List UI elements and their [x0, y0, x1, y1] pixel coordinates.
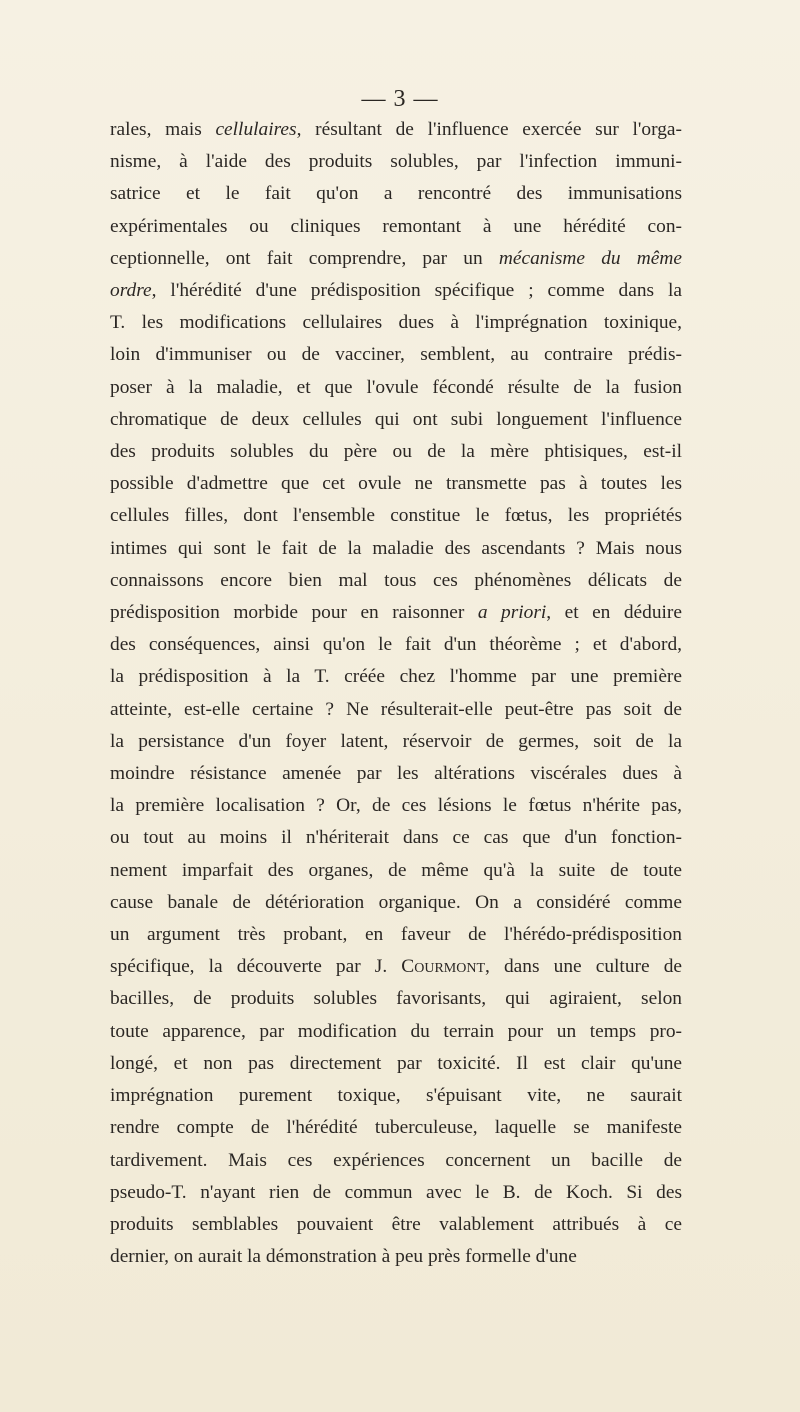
text-line: [110, 404, 682, 436]
text-run: des conséquences, ainsi qu'on le fait d'un théorème ; et d'abord,: [110, 634, 682, 656]
text-run: rales, mais: [110, 119, 216, 140]
text-line: [110, 1241, 682, 1273]
text-run: imprégnation purement toxique, s'épuisant vite, ne saurait: [110, 1085, 682, 1107]
text-run: spécifique, la découverte par J.: [110, 956, 402, 978]
text-line: [110, 983, 682, 1015]
text-line: [110, 1016, 682, 1048]
text-run: chromatique de deux cellules qui ont subi longuement l'influence: [110, 408, 682, 430]
text-run: , dans une culture de: [485, 956, 682, 978]
text-run: expérimentales ou cliniques remontant à une hérédité con-: [110, 215, 682, 237]
text-line: [110, 726, 682, 758]
text-run: possible d'admettre que cet ovule ne transmette pas à toutes les: [110, 473, 682, 495]
italic-text: cellulaires: [215, 119, 297, 140]
text-line: [110, 436, 682, 468]
text-run: pseudo-T. n'ayant rien de commun avec le B. de Koch. Si des: [110, 1181, 682, 1203]
text-run: ou tout au moins il n'hériterait dans ce cas que d'un fonction-: [110, 827, 682, 849]
text-run: cellules filles, dont l'ensemble constitue le fœtus, les propriétés: [110, 505, 682, 527]
text-line: [110, 855, 682, 887]
text-run: rendre compte de l'hérédité tuberculeuse, laquelle se manifeste: [110, 1117, 682, 1139]
text-line: [110, 661, 682, 693]
text-run: , résultant de l'influence exercée sur l'orga-: [296, 119, 682, 140]
text-line: [110, 758, 682, 790]
text-run: nement imparfait des organes, de même qu'à la suite de toute: [110, 859, 682, 881]
text-line: [110, 178, 682, 210]
text-line: [110, 372, 682, 404]
text-run: atteinte, est-elle certaine ? Ne résulterait-elle peut-être pas soit de: [110, 698, 682, 720]
author-name: Courmont: [401, 956, 486, 978]
text-run: poser à la maladie, et que l'ovule fécondé résulte de la fusion: [110, 376, 682, 398]
text-line: [110, 1048, 682, 1080]
text-line: [110, 597, 682, 629]
text-line: [110, 307, 682, 339]
text-run: dernier, on aurait la démonstration à peu près formelle d'une: [110, 1246, 577, 1268]
text-run: nisme, à l'aide des produits solubles, par l'infection immuni-: [110, 151, 682, 173]
text-line: [110, 533, 682, 565]
text-run: des produits solubles du père ou de la mère phtisiques, est-il: [110, 441, 682, 463]
text-line: [110, 339, 682, 371]
text-run: cause banale de détérioration organique. On a considéré comme: [110, 891, 682, 913]
italic-text: a priori: [477, 602, 547, 624]
text-line: [110, 243, 682, 275]
text-line: [110, 1080, 682, 1112]
text-line: [110, 790, 682, 822]
text-line: [110, 694, 682, 726]
text-line: [110, 951, 682, 983]
text-line: [110, 1145, 682, 1177]
text-run: un argument très probant, en faveur de l'hérédo-prédisposition: [110, 924, 682, 946]
page-number: — 3 —: [361, 86, 439, 112]
text-line: [110, 500, 682, 532]
text-run: prédisposition morbide pour en raisonner: [110, 602, 478, 624]
text-run: loin d'immuniser ou de vacciner, semblent, au contraire prédis-: [110, 344, 682, 366]
text-run: la première localisation ? Or, de ces lésions le fœtus n'hérite pas,: [110, 795, 682, 817]
text-line: [110, 146, 682, 178]
text-run: la persistance d'un foyer latent, réservoir de germes, soit de la: [110, 730, 682, 752]
text-line: [110, 1209, 682, 1241]
text-run: connaissons encore bien mal tous ces phénomènes délicats de: [110, 569, 682, 591]
text-line: [110, 211, 682, 243]
text-line: [110, 919, 682, 951]
text-run: ceptionnelle, ont fait comprendre, par un: [110, 247, 499, 269]
text-line: [110, 275, 682, 307]
text-run: toute apparence, par modification du terrain pour un temps pro-: [110, 1020, 682, 1042]
text-run: intimes qui sont le fait de la maladie des ascendants ? Mais nous: [110, 537, 682, 559]
text-run: bacilles, de produits solubles favorisants, qui agiraient, selon: [110, 988, 682, 1010]
text-run: satrice et le fait qu'on a rencontré des immunisations: [110, 183, 682, 205]
text-line: [110, 1112, 682, 1144]
text-run: , l'hérédité d'une prédisposition spécifique ; comme dans la: [151, 280, 682, 302]
text-line: [110, 822, 682, 854]
text-run: produits semblables pouvaient être valablement attribués à ce: [110, 1213, 682, 1235]
text-line: [110, 629, 682, 661]
text-line: [110, 565, 682, 597]
text-run: moindre résistance amenée par les altérations viscérales dues à: [110, 763, 682, 785]
body-text: [110, 114, 682, 1273]
text-line: [110, 468, 682, 500]
text-line: [110, 1177, 682, 1209]
text-run: la prédisposition à la T. créée chez l'homme par une première: [110, 666, 682, 688]
text-run: tardivement. Mais ces expériences concernent un bacille de: [110, 1149, 682, 1171]
text-run: longé, et non pas directement par toxicité. Il est clair qu'une: [110, 1052, 682, 1074]
text-run: T. les modifications cellulaires dues à l'imprégnation toxinique,: [110, 312, 682, 334]
text-run: , et en déduire: [546, 602, 682, 624]
text-line: [110, 887, 682, 919]
text-line: [110, 114, 682, 146]
italic-text: ordre: [110, 280, 152, 302]
italic-text: mécanisme du même: [498, 247, 682, 269]
